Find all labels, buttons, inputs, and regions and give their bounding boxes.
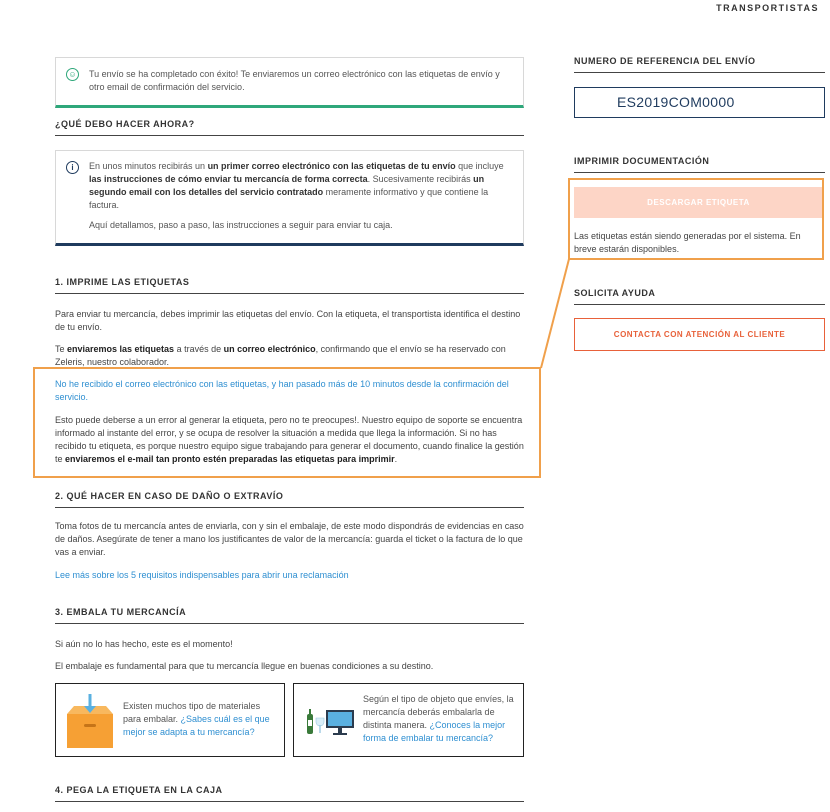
download-label-button[interactable]: DESCARGAR ETIQUETA xyxy=(574,187,823,218)
info-steps-text: Aquí detallamos, paso a paso, las instrucciones a seguir para enviar tu caja. xyxy=(89,220,393,230)
packing-method-text: Según el tipo de objeto que envíes, la mercancía deberás embalarla de distinta manera. ¿Conoces la mejor forma de embalar tu mercancía? xyxy=(363,694,514,743)
heading-step2: 2. QUÉ HACER EN CASO DE DAÑO O EXTRAVÍO xyxy=(55,491,524,508)
info-text: En unos minutos recibirás un un primer correo electrónico con las etiquetas de tu envío que incluye las instrucciones de cómo enviar tu mercancía de forma correcta. Sucesivamente recibirás un segundo email con los detalles del servicio contratado meramente informativo y que contiene la factura. Aquí detallamos, paso a paso, las instrucciones a seguir para enviar tu caja. xyxy=(89,160,511,232)
materials-link[interactable]: ¿Sabes cuál es el que mejor se adapta a tu mercancía? xyxy=(123,714,270,737)
heading-step3: 3. EMBALA TU MERCANCÍA xyxy=(55,607,524,624)
info-icon: i xyxy=(66,161,79,174)
heading-what-now: ¿QUÉ DEBO HACER AHORA? xyxy=(55,119,524,136)
print-heading: IMPRIMIR DOCUMENTACIÓN xyxy=(574,156,825,173)
claim-requirements-link[interactable]: Lee más sobre los 5 requisitos indispensables para abrir una reclamación xyxy=(55,570,349,580)
smile-icon: ☺ xyxy=(66,68,79,81)
nav-transportistas[interactable]: TRANSPORTISTAS xyxy=(716,3,819,13)
reference-number: ES2019COM0000 xyxy=(574,87,825,118)
step1-p1: Para enviar tu mercancía, debes imprimir las etiquetas del envío. Con la etiqueta, el transportista identifica el destino de tu envío. xyxy=(55,309,521,332)
labels-generating-text: Las etiquetas están siendo generadas por el sistema. En breve estarán disponibles. xyxy=(574,231,801,254)
no-email-link[interactable]: No he recibido el correo electrónico con las etiquetas, y han pasado más de 10 minutos desde la confirmación del servicio. xyxy=(55,379,509,402)
ref-heading: NUMERO DE REFERENCIA DEL ENVÍO xyxy=(574,56,825,73)
step2-p1: Toma fotos de tu mercancía antes de enviarla, con y sin el embalaje, de este modo dispondrás de evidencias en caso de daños. Asegúrate de tener a mano los justificantes de valor de la mercancía: guarda el ticket o la factura de lo que vas a enviar. xyxy=(55,521,524,557)
step3-p2: El embalaje es fundamental para que tu mercancía llegue en buenas condiciones a su destino. xyxy=(55,661,434,671)
step1-p3: Esto puede deberse a un error al generar la etiqueta, pero no te preocupes!. Nuestro equipo de soporte se encuentra informado al instante del error, y se ocupa de resolver la situación a medida que llega la información. Si no has recibido tu etiqueta, es porque nuestro equipo sigue trabajando para generar el documento, cuando finalice la gestión te enviaremos el e-mail tan pronto estén preparadas las etiquetas para imprimir. xyxy=(55,415,524,464)
step3-p1: Si aún no lo has hecho, este es el momento! xyxy=(55,639,233,649)
packing-method-link[interactable]: ¿Conoces la mejor forma de embalar tu mercancía? xyxy=(363,720,506,743)
heading-step1: 1. IMPRIME LAS ETIQUETAS xyxy=(55,277,524,294)
heading-step4: 4. PEGA LA ETIQUETA EN LA CAJA xyxy=(55,785,524,802)
help-heading: SOLICITA AYUDA xyxy=(574,288,825,305)
contact-support-button[interactable]: CONTACTA CON ATENCIÓN AL CLIENTE xyxy=(574,318,825,351)
packing-materials-text: Existen muchos tipo de materiales para embalar. ¿Sabes cuál es el que mejor se adapta a tu mercancía? xyxy=(123,701,270,737)
success-text: Tu envío se ha completado con éxito! Te enviaremos un correo electrónico con las etiquetas de envío y otro email de confirmación del servicio. xyxy=(89,69,500,92)
step1-p2: Te enviaremos las etiquetas a través de un correo electrónico, confirmando que el envío se ha reservado con Zeleris, nuestro colaborador. xyxy=(55,344,506,367)
